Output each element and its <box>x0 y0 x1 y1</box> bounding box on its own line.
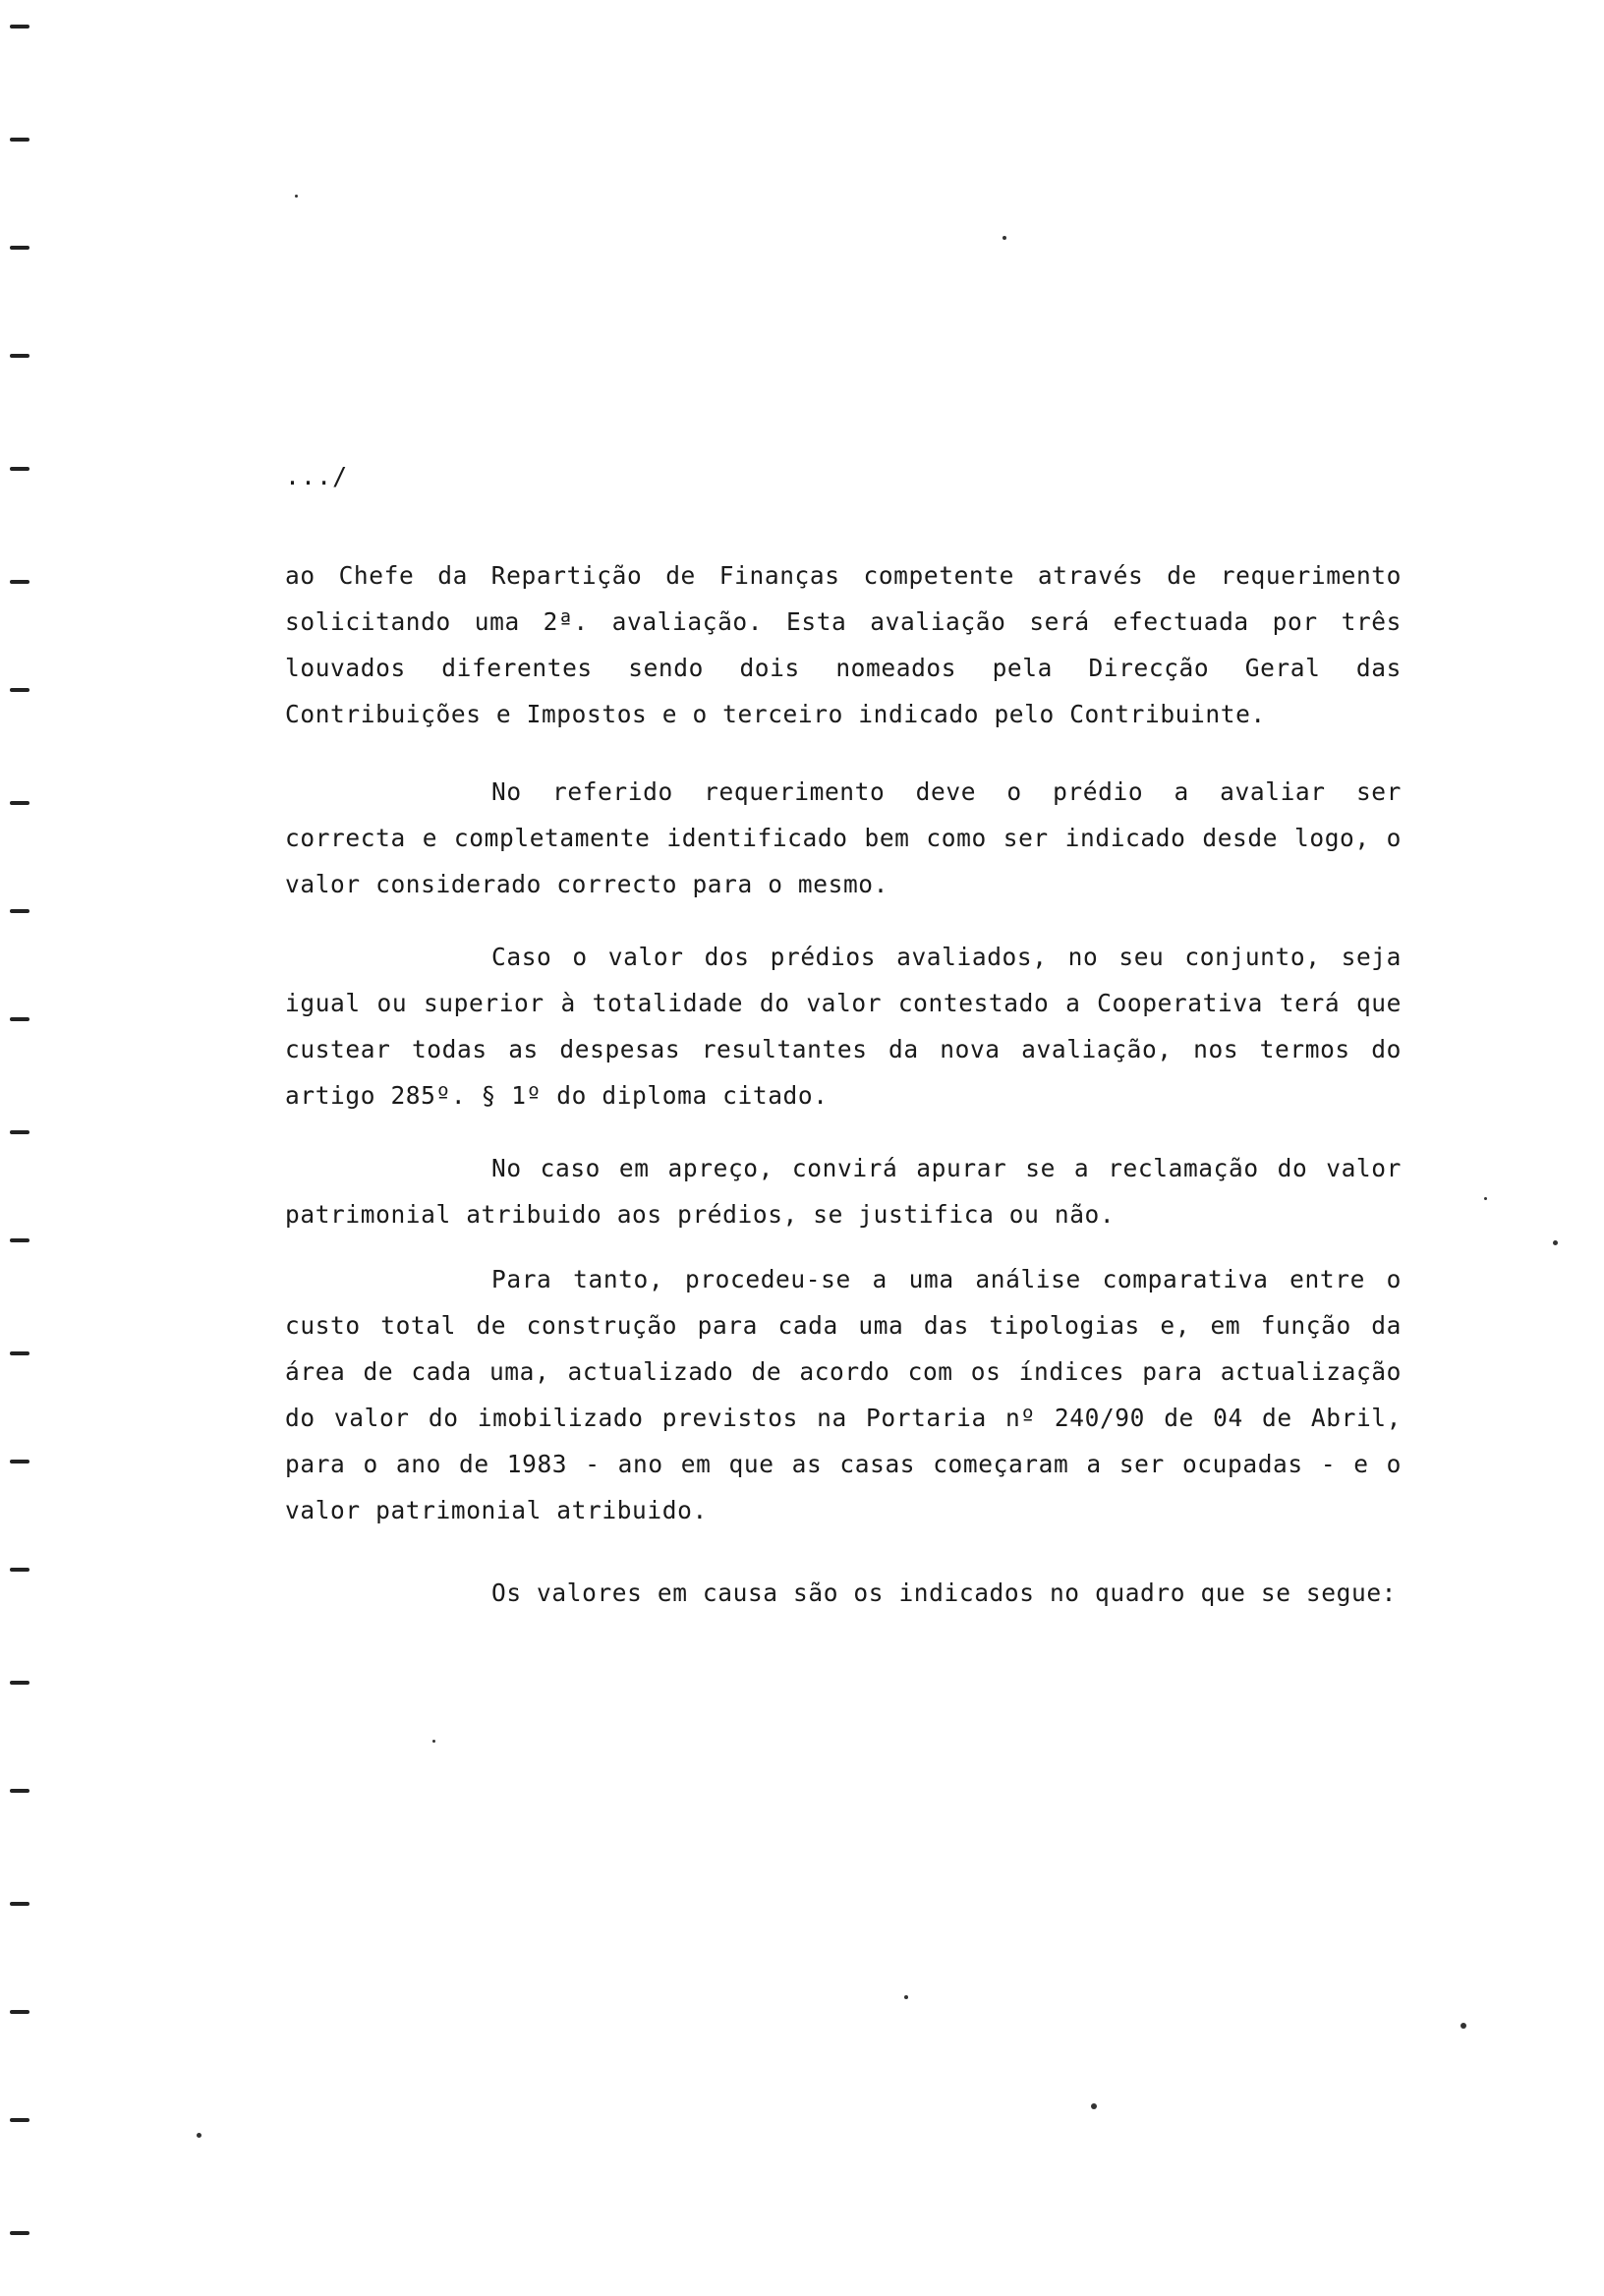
scan-speck <box>295 195 298 198</box>
paragraph-3: Caso o valor dos prédios avaliados, no seu conjunto, seja igual ou superior à totalidade do valor contestado a Cooperativa terá que custear todas as despesas resultantes da nova avaliação, nos termos do artigo 285º. § 1º do diploma citado. <box>285 943 1402 1110</box>
paragraph-2: No referido requerimento deve o prédio a avaliar ser correcta e completamente identificado bem como ser indicado desde logo, o valor considerado correcto para o mesmo. <box>285 777 1402 898</box>
paragraph-1: ao Chefe da Repartição de Finanças competente através de requerimento solicitando uma 2ª. avaliação. Esta avaliação será efectuada por três louvados diferentes sendo dois nomeados pela Direcção Geral das Contribuições e Impostos e o terceiro indicado pelo Contribuinte. <box>285 561 1402 728</box>
continuation-mark: .../ <box>285 462 349 490</box>
scan-speck <box>197 2133 201 2138</box>
paragraph-6: Os valores em causa são os indicados no quadro que se segue: <box>491 1578 1398 1607</box>
scan-speck <box>1484 1197 1487 1200</box>
paragraph-5: Para tanto, procedeu-se a uma análise comparativa entre o custo total de construção para cada uma das tipologias e, em função da área de cada uma, actualizado de acordo com os índices para actualização do valor do imobilizado previstos na Portaria nº 240/90 de 04 de Abril, para o ano de 1983 - ano em que as casas começaram a ser ocupadas - e o valor patrimonial atribuido. <box>285 1265 1402 1524</box>
scan-speck <box>1461 2023 1466 2029</box>
scan-speck <box>1002 236 1006 240</box>
scan-speck <box>904 1995 908 1999</box>
scan-speck <box>1553 1240 1558 1245</box>
scan-speck <box>432 1740 435 1743</box>
binding-margin <box>0 0 39 2296</box>
paragraph-4: No caso em apreço, convirá apurar se a reclamação do valor patrimonial atribuido aos prédios, se justifica ou não. <box>285 1154 1402 1229</box>
scan-speck <box>1091 2103 1097 2109</box>
